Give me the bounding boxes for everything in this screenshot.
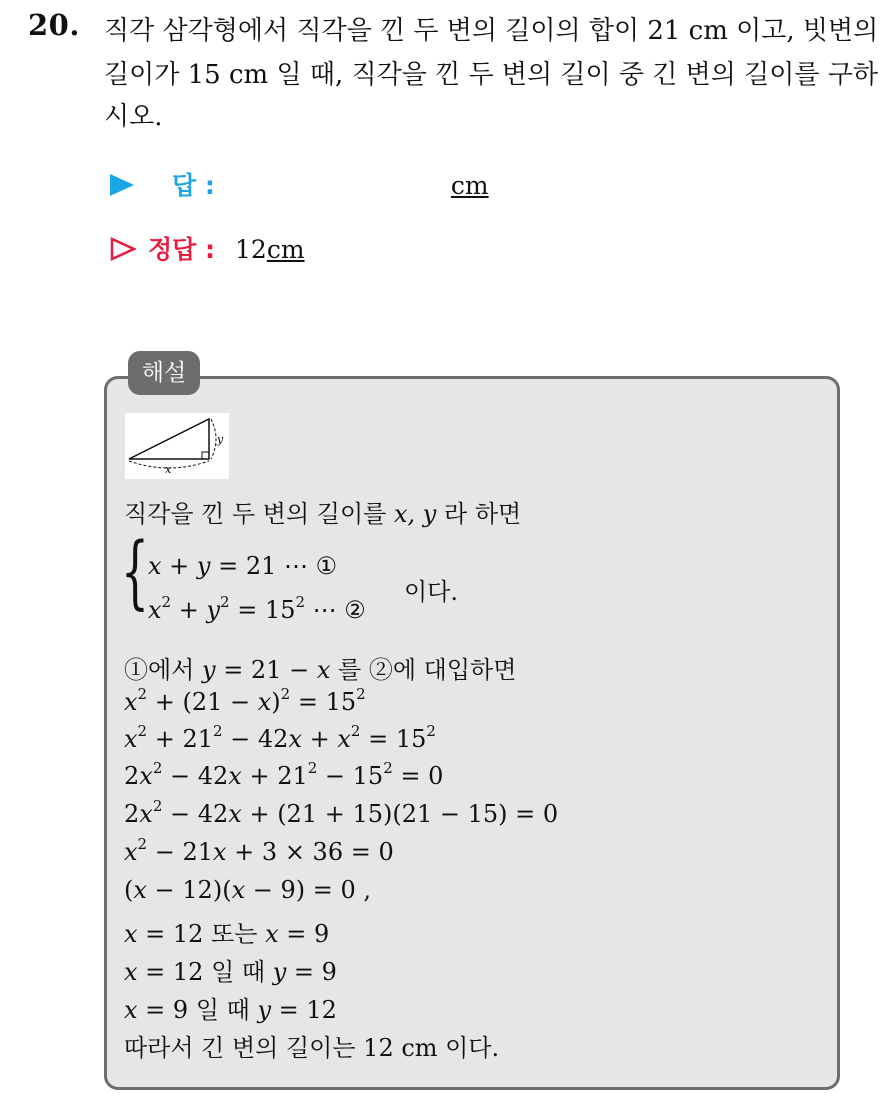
solution-conclusion: 따라서 긴 변의 길이는 12 cm 이다. — [124, 1034, 500, 1062]
figure-label-y: y — [217, 433, 224, 446]
outline-triangle-icon — [110, 237, 136, 261]
answer-input[interactable] — [451, 171, 489, 200]
play-triangle-icon — [110, 174, 134, 196]
step-7: x = 12 또는 x = 9 — [124, 920, 330, 948]
step-4: $2x^2 - 42x + (21 + 15)(21 - 15) = 0$ — [124, 797, 559, 828]
correct-answer-row — [110, 230, 305, 266]
step-8: x = 12 일 때 y = 9 — [124, 958, 337, 986]
answer-row — [110, 166, 489, 202]
step-6: (x − 12)(x − 9) = 0 , — [124, 876, 372, 904]
triangle-figure — [125, 413, 229, 479]
step-3: $2x^2 - 42x + 21^2 - 15^2 = 0$ — [124, 759, 444, 790]
question-line-3: 시오. — [104, 102, 163, 132]
step-9: x = 9 일 때 y = 12 — [124, 996, 337, 1024]
step-5: $x^2 - 21x + 3 \times 36 = 0$ — [124, 835, 394, 866]
answer-unit: cm — [450, 171, 489, 200]
solution-tag: 해설 — [128, 351, 200, 395]
correct-answer-value: 12 — [235, 235, 267, 264]
correct-answer-label: 정답 : — [148, 235, 216, 264]
question-number: 20. — [28, 8, 80, 42]
question-line-1: 직각 삼각형에서 직각을 낀 두 변의 길이의 합이 21 cm 이고, 빗변의 — [104, 16, 879, 46]
system-brace: { — [121, 525, 149, 618]
equation-2: $x^2 + y^2 = 15^2$ ⋯ ② — [148, 593, 366, 624]
figure-label-x: x — [165, 463, 172, 476]
system-suffix: 이다. — [404, 578, 458, 606]
answer-label: 답 : — [172, 171, 215, 200]
step-1: $x^2 + (21 - x)^2 = 15^2$ — [124, 685, 366, 716]
question-line-2: 길이가 15 cm 일 때, 직각을 낀 두 변의 길이 중 긴 변의 길이를 구하 — [104, 60, 878, 90]
equation-1: x + y = 21 ⋯ ① — [148, 552, 338, 580]
correct-answer-unit: cm — [266, 235, 305, 264]
step-substitute: ①에서 y = 21 − x 를 ②에 대입하면 — [124, 656, 517, 684]
solution-intro: 직각을 낀 두 변의 길이를 x, y 라 하면 — [124, 500, 522, 528]
step-2: $x^2 + 21^2 - 42x + x^2 = 15^2$ — [124, 722, 436, 753]
